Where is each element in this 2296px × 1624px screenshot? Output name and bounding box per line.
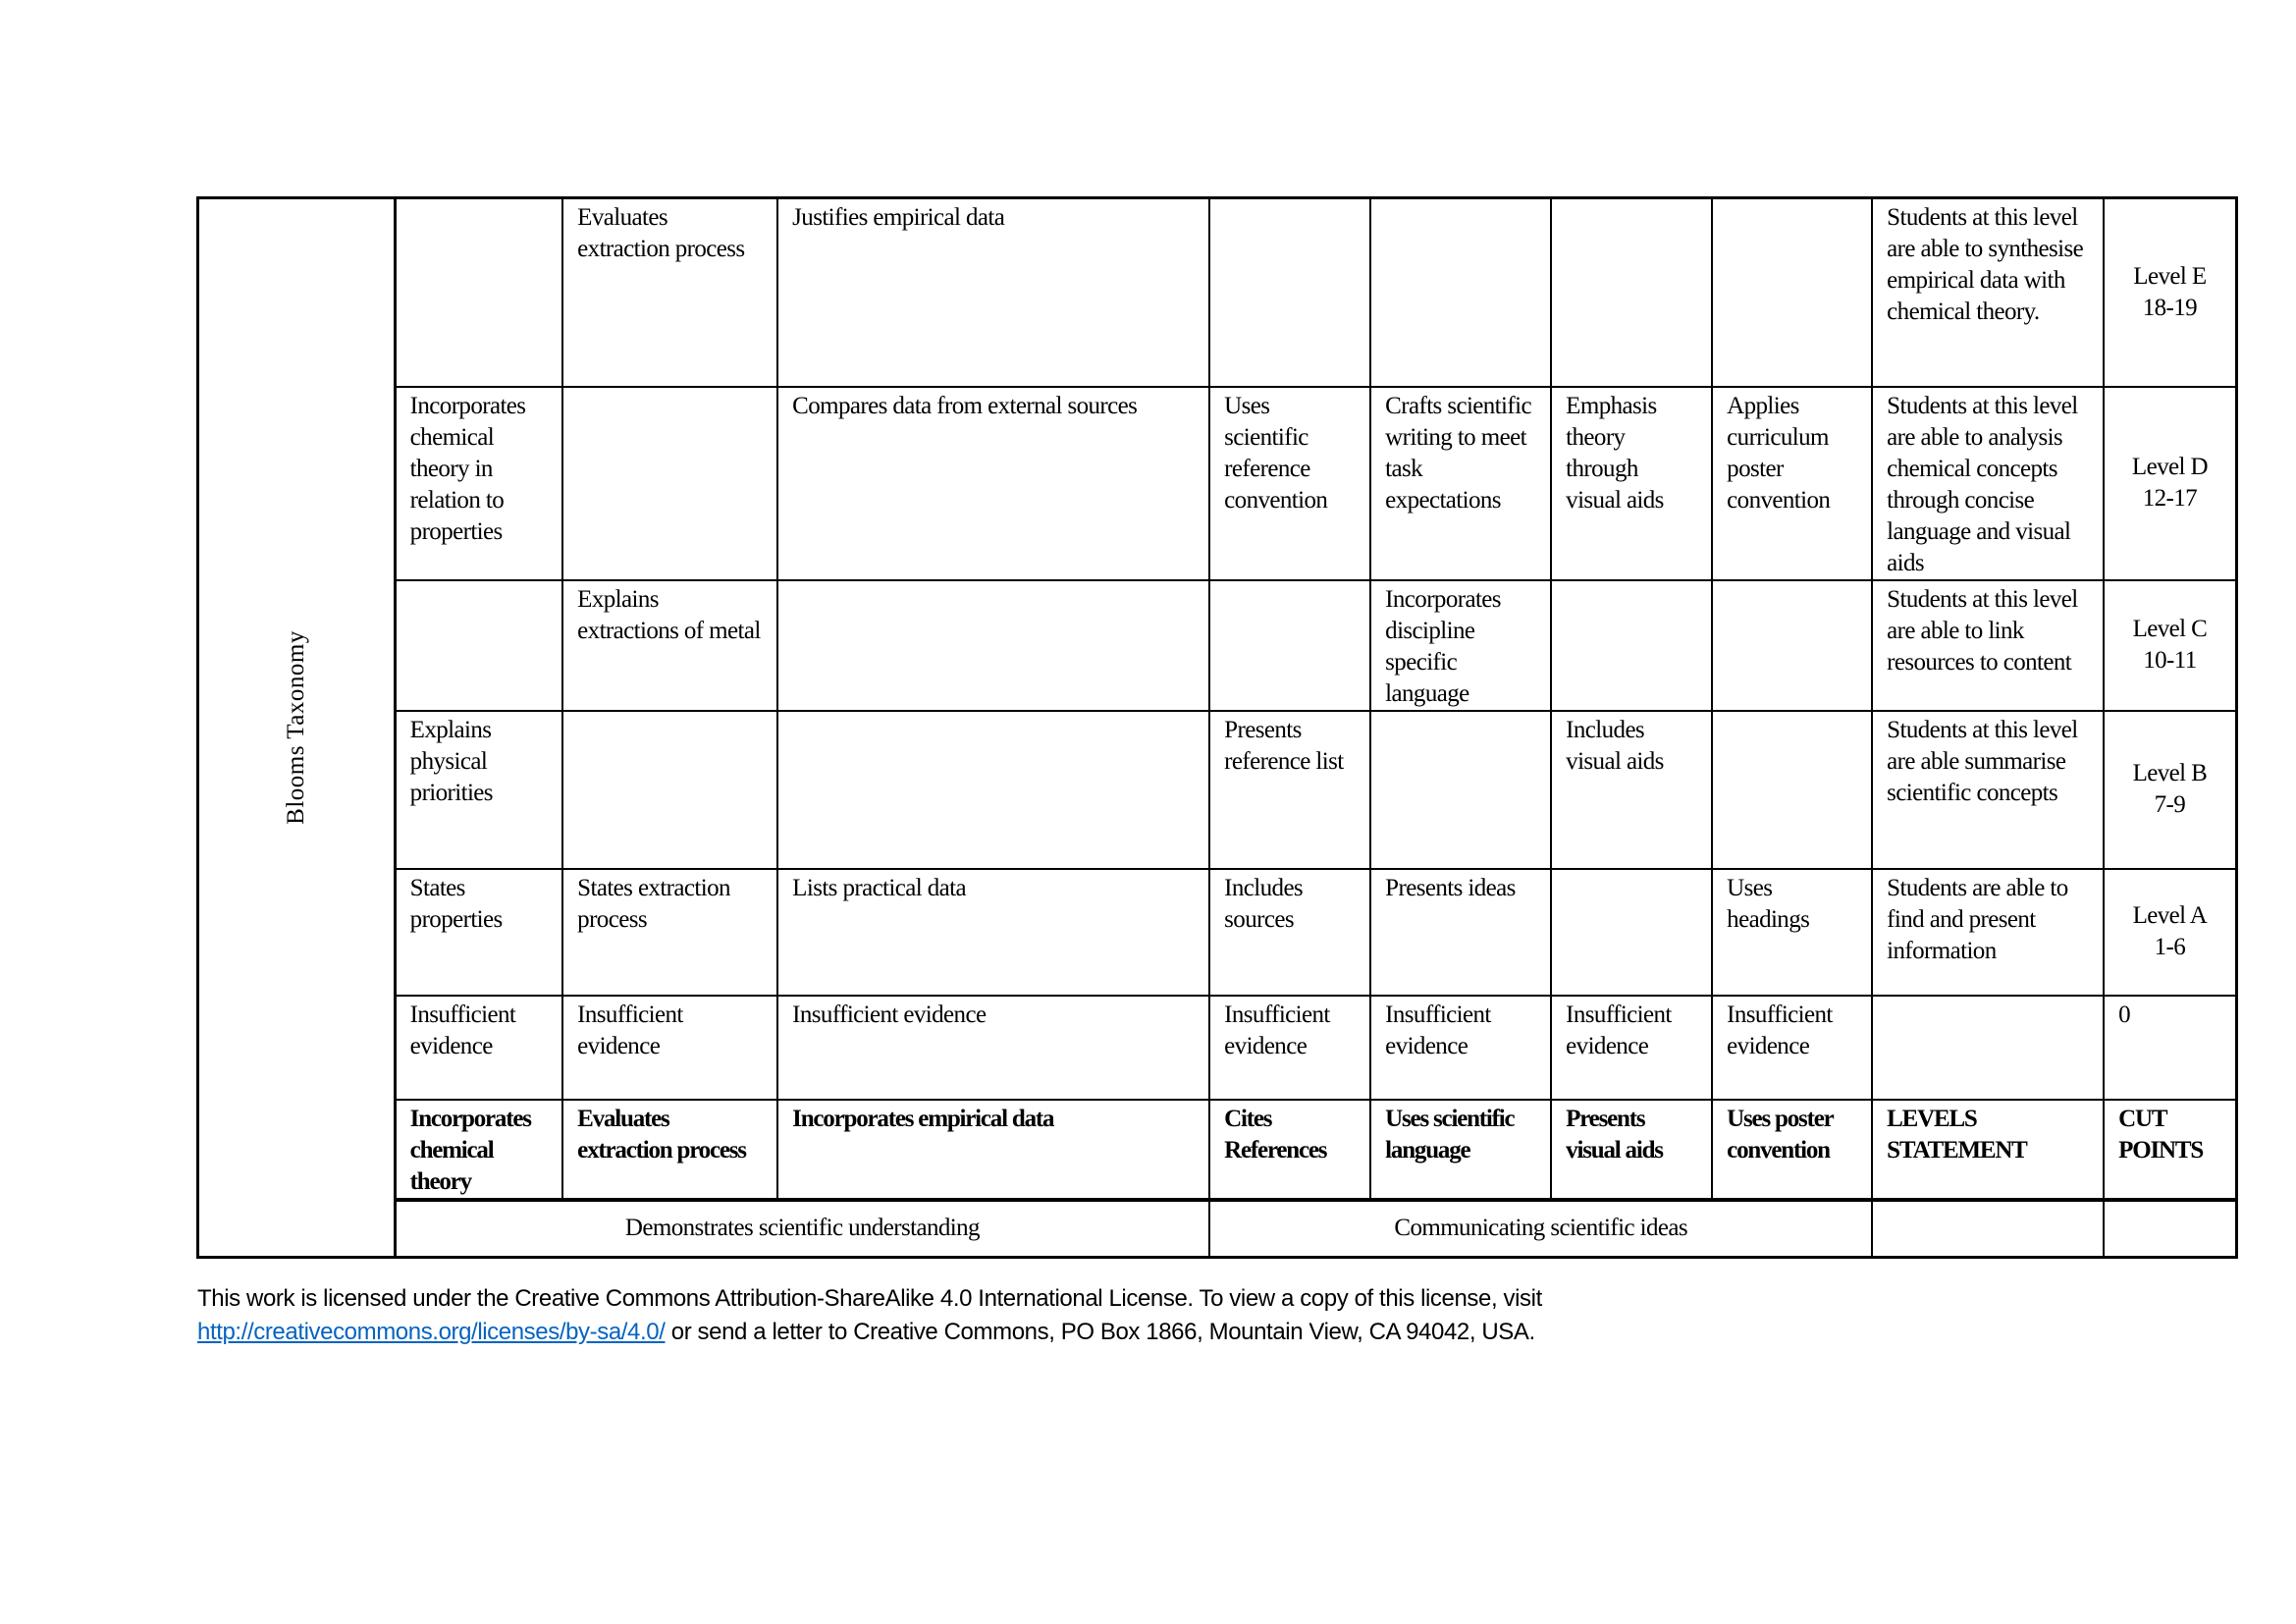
references-cell: Includes sources [1209,869,1370,996]
visual-aids-cell [1551,580,1712,711]
blooms-taxonomy-cell [198,198,396,1258]
header-cut-points: CUT POINTS [2104,1100,2236,1200]
header-levels-statement: LEVELS STATEMENT [1872,1100,2104,1200]
cut-level: Level E [2133,262,2207,290]
cut-range: 10-11 [2143,647,2197,674]
cut-range: 12-17 [2142,485,2198,512]
levels-statement-cell: Students at this level are able summarise scientific concepts [1872,711,2104,869]
scientific-language-cell [1370,198,1551,387]
header-extraction-process: Evaluates extraction process [562,1100,777,1200]
rubric-row-insufficient [198,996,2237,1100]
scientific-language-cell: Crafts scientific writing to meet task expectations [1370,387,1551,580]
header-visual-aids: Presents visual aids [1551,1100,1712,1200]
domain-empty-cell [1872,1200,2104,1258]
poster-convention-cell: Insufficient evidence [1712,996,1872,1100]
empirical-data-cell: Compares data from external sources [777,387,1209,580]
license-address: or send a letter to Creative Commons, PO Box 1866, Mountain View, CA 94042, USA. [665,1319,1535,1345]
criteria-header-row [198,1100,2237,1200]
chemical-theory-cell: States properties [395,869,562,996]
chemical-theory-cell: Incorporates chemical theory in relation to properties [395,387,562,580]
header-references: Cites References [1209,1100,1370,1200]
references-cell [1209,580,1370,711]
domain-understanding: Demonstrates scientific understanding [395,1200,1209,1258]
levels-statement-cell [1872,996,2104,1100]
rubric-row-level-d [198,387,2237,580]
license-notice [197,1282,1542,1349]
poster-convention-cell [1712,198,1872,387]
rubric-row-level-b [198,711,2237,869]
empirical-data-cell [777,711,1209,869]
rubric-row-level-a [198,869,2237,996]
chemical-theory-cell: Explains physical priorities [395,711,562,869]
visual-aids-cell [1551,869,1712,996]
extraction-process-cell [562,387,777,580]
references-cell: Uses scientific reference convention [1209,387,1370,580]
scientific-language-cell: Incorporates discipline specific language [1370,580,1551,711]
cut-points-cell [2104,869,2236,996]
scientific-language-cell: Presents ideas [1370,869,1551,996]
license-line-2 [197,1316,1542,1349]
assessment-rubric-table [196,196,2238,1259]
cut-points-cell: 0 [2104,996,2236,1100]
levels-statement-cell: Students are able to find and present information [1872,869,2104,996]
domain-empty-cell [2104,1200,2236,1258]
visual-aids-cell: Insufficient evidence [1551,996,1712,1100]
blooms-taxonomy-label: Blooms Taxonomy [282,630,309,825]
extraction-process-cell: States extraction process [562,869,777,996]
header-empirical-data: Incorporates empirical data [777,1100,1209,1200]
visual-aids-cell: Emphasis theory through visual aids [1551,387,1712,580]
poster-convention-cell: Applies curriculum poster convention [1712,387,1872,580]
references-cell: Presents reference list [1209,711,1370,869]
cut-range: 1-6 [2154,934,2186,960]
cut-level: Level D [2131,454,2208,480]
scientific-language-cell [1370,711,1551,869]
extraction-process-cell [562,711,777,869]
empirical-data-cell: Justifies empirical data [777,198,1209,387]
poster-convention-cell: Uses headings [1712,869,1872,996]
domain-communicating: Communicating scientific ideas [1209,1200,1872,1258]
cut-points-cell [2104,387,2236,580]
header-scientific-language: Uses scientific language [1370,1100,1551,1200]
cut-level: Level A [2132,902,2208,929]
header-poster-convention: Uses poster convention [1712,1100,1872,1200]
extraction-process-cell: Explains extractions of metal [562,580,777,711]
cut-level: Level C [2132,616,2208,642]
chemical-theory-cell: Insufficient evidence [395,996,562,1100]
references-cell [1209,198,1370,387]
chemical-theory-cell [395,580,562,711]
domain-row [198,1200,2237,1258]
visual-aids-cell: Includes visual aids [1551,711,1712,869]
cut-points-cell [2104,711,2236,869]
levels-statement-cell: Students at this level are able to synthesise empirical data with chemical theory. [1872,198,2104,387]
scientific-language-cell: Insufficient evidence [1370,996,1551,1100]
empirical-data-cell: Lists practical data [777,869,1209,996]
references-cell: Insufficient evidence [1209,996,1370,1100]
levels-statement-cell: Students at this level are able to analysis chemical concepts through concise language and visual aids [1872,387,2104,580]
empirical-data-cell [777,580,1209,711]
cut-points-cell [2104,580,2236,711]
poster-convention-cell [1712,580,1872,711]
empirical-data-cell: Insufficient evidence [777,996,1209,1100]
cut-level: Level B [2132,760,2208,786]
chemical-theory-cell [395,198,562,387]
poster-convention-cell [1712,711,1872,869]
cut-range: 7-9 [2154,791,2186,818]
rubric-row-level-e [198,198,2237,387]
cut-range: 18-19 [2142,294,2198,321]
rubric-row-level-c [198,580,2237,711]
cut-points-cell [2104,198,2236,387]
extraction-process-cell: Evaluates extraction process [562,198,777,387]
license-link[interactable]: http://creativecommons.org/licenses/by-sa/4.0/ [197,1319,666,1345]
license-line-1: This work is licensed under the Creative Commons Attribution-ShareAlike 4.0 International License. To view a copy of this license, visit [197,1285,1542,1312]
header-chemical-theory: Incorporates chemical theory [395,1100,562,1200]
extraction-process-cell: Insufficient evidence [562,996,777,1100]
visual-aids-cell [1551,198,1712,387]
levels-statement-cell: Students at this level are able to link resources to content [1872,580,2104,711]
